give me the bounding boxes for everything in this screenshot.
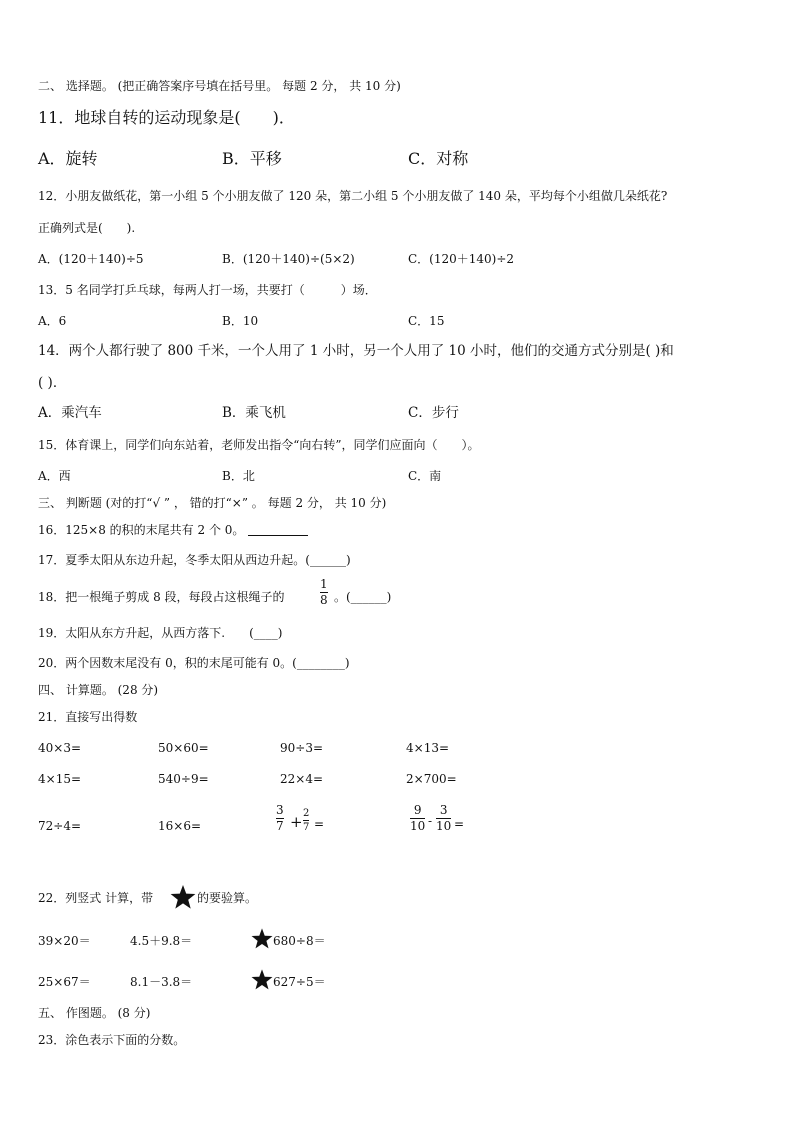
plus-sign: + [290,813,303,831]
fraction-three-sevenths [276,804,284,833]
fraction-denominator: 8 [320,593,328,607]
fraction-denominator: 7 [303,822,310,833]
calc-item: 22×4= [280,772,324,786]
equals-sign: = [314,817,325,831]
vertical-calc-item: 25×67＝ [38,975,91,989]
question-21: 21．直接写出得数 [38,710,138,724]
q13-option-c: C．15 [408,314,445,328]
calc-item: 540÷9= [158,772,209,786]
fraction-one-eighth [320,578,328,607]
answer-blank[interactable] [248,523,308,536]
q12-option-c: C．(120＋140)÷2 [408,252,515,266]
q13-option-a: A．6 [38,314,67,328]
star-icon [251,969,273,991]
q15-option-c: C．南 [408,469,442,483]
calc-item: 4×13= [406,741,450,755]
q14-option-a: A．乘汽车 [38,405,102,421]
question-18-blank: 。(______) [334,590,392,604]
q14-option-c: C．步行 [408,405,459,421]
question-22-suffix: 的要验算。 [197,891,258,905]
section-heading-draw: 五、 作图题。 (8 分) [38,1006,151,1020]
q12-option-b: B．(120＋140)÷(5×2) [222,252,355,266]
question-17: 17．夏季太阳从东边升起，冬季太阳从西边升起。(______) [38,553,351,567]
calc-item: 72÷4= [38,819,82,833]
question-15: 15．体育课上，同学们向东站着，老师发出指令“向右转”，同学们应面向（ ）。 [38,438,480,452]
fraction-two-sevenths [303,808,309,833]
fraction-numerator: 1 [320,577,328,591]
question-14: 14．两个人都行驶了 800 千米，一个人用了 1 小时，另一个人用了 10 小时，他们的交通方式分别是( )和 [38,343,674,359]
vertical-calc-item: 680÷8＝ [273,934,326,948]
section-heading-calc: 四、 计算题。 (28 分) [38,683,159,697]
fraction-numerator: 9 [413,803,422,817]
star-icon [251,928,273,950]
q13-option-b: B．10 [222,314,259,328]
vertical-calc-item: 39×20＝ [38,934,91,948]
fraction-denominator: 7 [276,819,284,833]
section-heading-choice: 二、 选择题。 (把正确答案序号填在括号里。 每题 2 分， 共 10 分) [38,79,401,93]
vertical-calc-item: 627÷5＝ [273,975,326,989]
question-13: 13．5 名同学打乒乓球，每两人打一场，共要打（ ）场． [38,283,377,297]
q11-option-b: B．平移 [222,149,282,168]
fraction-denominator: 10 [410,819,426,833]
question-12-line2: 正确列式是( ). [38,221,136,235]
calc-item: 40×3= [38,741,82,755]
q15-option-b: B．北 [222,469,255,483]
question-11: 11．地球自转的运动现象是( )． [38,108,295,127]
equals-sign: = [454,817,465,831]
calc-item: 50×60= [158,741,209,755]
calc-item: 2×700= [406,772,457,786]
calc-item: 16×6= [158,819,202,833]
question-14-line2: ( )． [38,375,67,391]
q11-option-a: A．旋转 [38,149,98,168]
question-16-text: 16．125×8 的积的末尾共有 2 个 0。 [38,523,245,537]
fraction-three-tenths [436,804,451,833]
fraction-numerator: 3 [276,803,284,817]
q15-option-a: A．西 [38,469,71,483]
fraction-nine-tenths [410,804,425,833]
calc-item: 90÷3= [280,741,324,755]
fraction-numerator: 3 [439,803,448,817]
star-icon [170,885,196,910]
question-23: 23．涂色表示下面的分数。 [38,1033,186,1047]
question-19: 19．太阳从东方升起，从西方落下. (____) [38,626,283,640]
question-18: 18．把一根绳子剪成 8 段，每段占这根绳子的 [38,590,285,604]
question-16 [38,522,308,538]
fraction-bar [303,820,309,821]
vertical-calc-item: 4.5＋9.8＝ [130,934,193,948]
q14-option-b: B．乘飞机 [222,405,286,421]
q12-option-a: A．(120＋140)÷5 [38,252,144,266]
calc-item: 4×15= [38,772,82,786]
question-12: 12．小朋友做纸花，第一小组 5 个小朋友做了 120 朵，第二小组 5 个小朋友做了 140 朵，平均每个小组做几朵纸花? [38,189,668,203]
fraction-denominator: 10 [436,819,452,833]
section-heading-judge: 三、 判断题 (对的打“√ ” ， 错的打“×” 。 每题 2 分， 共 10 分) [38,496,387,510]
vertical-calc-item: 8.1－3.8＝ [130,975,193,989]
q11-option-c: C．对称 [408,149,469,168]
minus-sign: - [428,814,433,828]
fraction-numerator: 2 [303,808,310,819]
question-20: 20．两个因数末尾没有 0，积的末尾可能有 0。(________) [38,656,350,670]
question-22: 22．列竖式 计算，带 [38,891,154,905]
